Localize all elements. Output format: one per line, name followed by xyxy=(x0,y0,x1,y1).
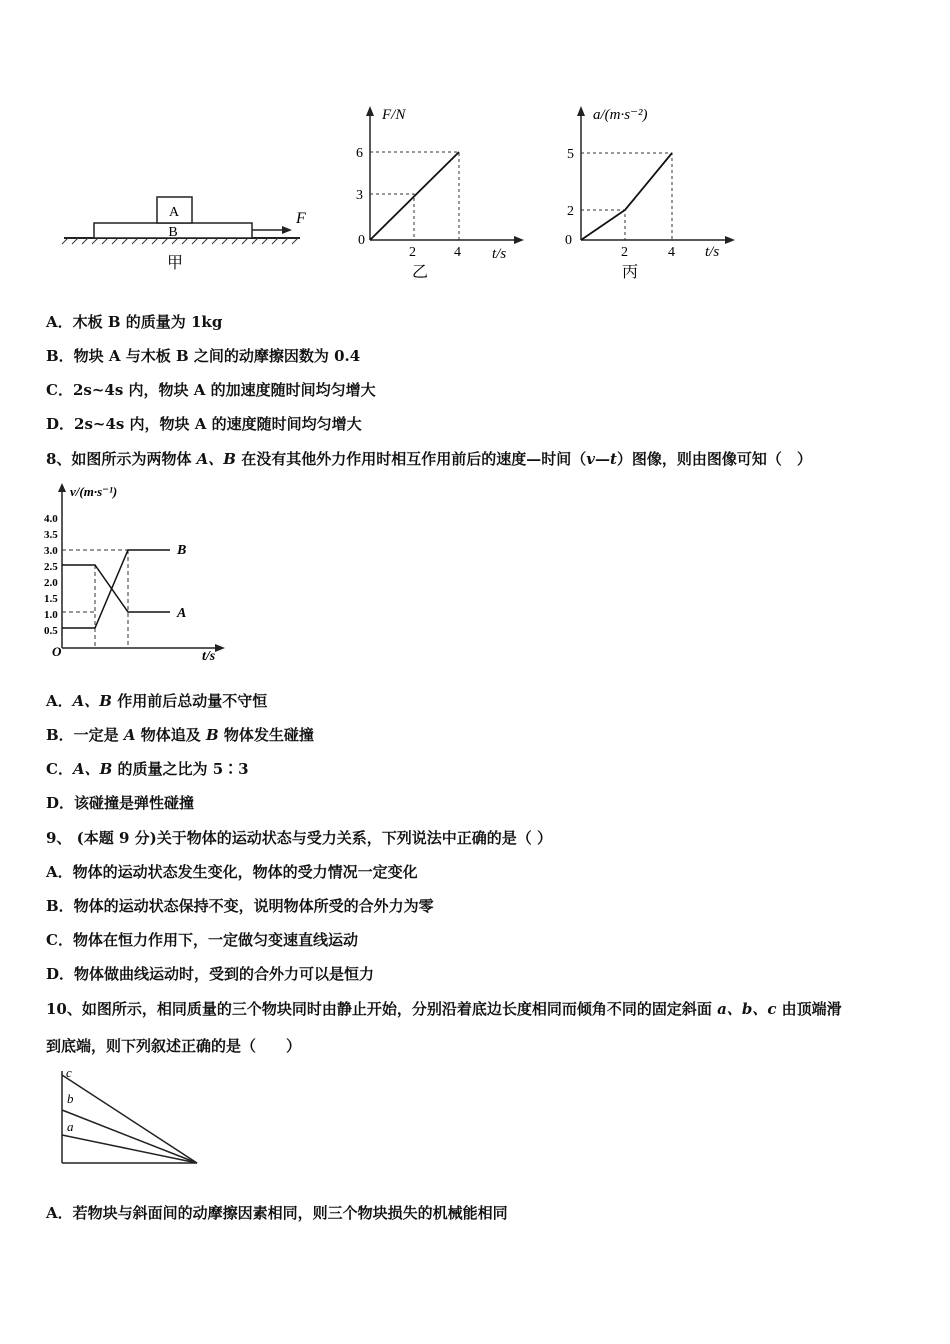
q10-incline-figure xyxy=(55,1065,205,1170)
line-b xyxy=(62,550,170,628)
line-b-label: B xyxy=(177,543,187,558)
y-tick-1-5: 1.5 xyxy=(44,593,58,605)
x-tick-2: 2 xyxy=(409,245,416,260)
q9-option-d: D．物体做曲线运动时，受到的合外力可以是恒力 xyxy=(46,965,375,983)
x-axis-label: t/s xyxy=(492,246,507,262)
q9-option-a: A．物体的运动状态发生变化，物体的受力情况一定变化 xyxy=(46,863,418,881)
y-tick-0-5: 0.5 xyxy=(44,625,58,637)
label-b: b xyxy=(67,1091,74,1106)
y-tick-2-0: 2.0 xyxy=(44,577,58,589)
q7-option-d: D．2s~4s 内，物块 A 的速度随时间均匀增大 xyxy=(46,415,362,433)
y-tick-3-0: 3.0 xyxy=(44,545,58,557)
figure-bing xyxy=(555,100,745,285)
y-axis-label: v/(m·s⁻¹) xyxy=(70,484,118,499)
q7-option-c: C．2s~4s 内，物块 A 的加速度随时间均匀增大 xyxy=(46,381,376,399)
label-c: c xyxy=(66,1065,72,1080)
q10-stem-line1: 10、如图所示，相同质量的三个物块同时由静止开始，分别沿着底边长度相同而倾角不同的固定斜面 a、b、c 由顶端滑 xyxy=(46,1000,842,1018)
q7-option-a: A．木板 B 的质量为 1kg xyxy=(46,313,223,331)
x-axis-label: t/s xyxy=(202,649,216,664)
q7-option-b: B．物块 A 与木板 B 之间的动摩擦因数为 0.4 xyxy=(46,347,361,365)
q8-option-a: A．A、B 作用前后总动量不守恒 xyxy=(46,692,268,710)
figure-yi xyxy=(340,100,530,285)
force-label: F xyxy=(296,210,306,227)
y-tick-5: 5 xyxy=(567,147,574,162)
caption-bing: 丙 xyxy=(621,264,639,281)
incline-b xyxy=(62,1110,197,1163)
board-b-label: B xyxy=(168,225,178,240)
force-line xyxy=(370,152,459,240)
y-tick-1-0: 1.0 xyxy=(44,609,58,621)
x-axis-label: t/s xyxy=(705,244,720,260)
q9-option-c: C．物体在恒力作用下，一定做匀变速直线运动 xyxy=(46,931,358,949)
origin-label: O xyxy=(52,644,62,659)
line-a-label: A xyxy=(177,606,187,621)
caption-yi: 乙 xyxy=(411,264,429,281)
q9-option-b: B．物体的运动状态保持不变，说明物体所受的合外力为零 xyxy=(46,897,434,915)
caption-jia: 甲 xyxy=(166,255,184,272)
line-a xyxy=(62,565,170,612)
q10-stem-line2: 到底端，则下列叙述正确的是（ ） xyxy=(46,1037,302,1055)
acceleration-line xyxy=(581,153,672,240)
incline-c xyxy=(62,1075,197,1163)
x-tick-4: 4 xyxy=(454,245,461,260)
q8-vt-graph xyxy=(40,478,240,668)
origin-label: 0 xyxy=(358,233,365,248)
q8-option-c: C．A、B 的质量之比为 5∶3 xyxy=(46,760,249,778)
q8-option-d: D．该碰撞是弹性碰撞 xyxy=(46,794,195,812)
x-tick-2: 2 xyxy=(621,245,628,260)
block-a-label: A xyxy=(168,205,180,220)
q9-stem: 9、 (本题 9 分)关于物体的运动状态与受力关系，下列说法中正确的是（ ） xyxy=(46,829,552,847)
y-tick-2: 2 xyxy=(567,204,574,219)
y-tick-6: 6 xyxy=(356,146,363,161)
q10-option-a: A．若物块与斜面间的动摩擦因素相同，则三个物块损失的机械能相同 xyxy=(46,1204,508,1222)
y-tick-3: 3 xyxy=(356,188,363,203)
y-tick-2-5: 2.5 xyxy=(44,561,58,573)
q8-option-b: B．一定是 A 物体追及 B 物体发生碰撞 xyxy=(46,726,314,744)
label-a: a xyxy=(67,1119,74,1134)
x-tick-4: 4 xyxy=(668,245,675,260)
y-axis-label: F/N xyxy=(382,107,406,123)
y-tick-3-5: 3.5 xyxy=(44,529,58,541)
figure-jia xyxy=(60,190,320,280)
y-tick-4-0: 4.0 xyxy=(44,513,58,525)
q8-stem: 8、如图所示为两物体 A、B 在没有其他外力作用时相互作用前后的速度—时间（v—t）图像，则由图像可知（ ） xyxy=(46,450,812,468)
y-axis-label: a/(m·s⁻²) xyxy=(593,107,648,123)
origin-label: 0 xyxy=(565,233,572,248)
